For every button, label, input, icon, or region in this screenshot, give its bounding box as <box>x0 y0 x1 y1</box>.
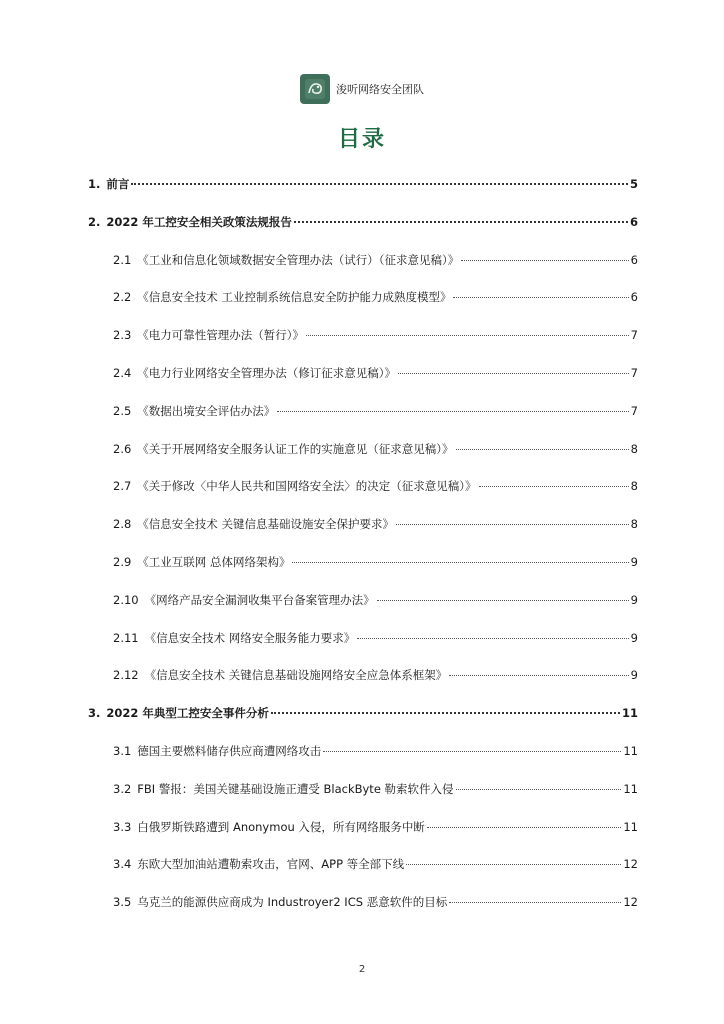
toc-entry-title: 《工业互联网 总体网络架构》 <box>137 555 291 569</box>
toc-entry-page: 6 <box>630 290 638 304</box>
toc-entry-title: 白俄罗斯铁路遭到 Anonymou 入侵，所有网络服务中断 <box>137 820 425 834</box>
toc-entry[interactable] <box>113 743 638 759</box>
toc-entry[interactable] <box>113 441 638 457</box>
toc-entry-title: FBI 警报：美国关键基础设施正遭受 BlackByte 勒索软件入侵 <box>137 782 454 796</box>
toc-dot-leader <box>427 827 621 828</box>
toc-entry-title: 《信息安全技术 工业控制系统信息安全防护能力成熟度模型》 <box>137 290 452 304</box>
toc-entry-page: 11 <box>623 820 638 834</box>
toc-entry[interactable] <box>113 478 638 494</box>
toc-entry-title: 《数据出境安全评估办法》 <box>137 404 276 418</box>
toc-entry-page: 12 <box>623 857 638 871</box>
toc-entry-page: 9 <box>630 668 638 682</box>
toc-entry-title: 前言 <box>106 177 130 191</box>
toc-entry-title: 《网络产品安全漏洞收集平台备案管理办法》 <box>144 593 375 607</box>
toc-dot-leader <box>131 183 628 185</box>
toc-entry-title: 乌克兰的能源供应商成为 Industroyer2 ICS 恶意软件的目标 <box>137 895 448 909</box>
toc-entry-number: 3.3 <box>113 820 132 834</box>
toc-entry-title: 《关于开展网络安全服务认证工作的实施意见（征求意见稿）》 <box>137 442 454 456</box>
page-title: 目录 <box>337 127 386 152</box>
toc-entry[interactable] <box>113 856 638 872</box>
toc-entry-page: 11 <box>623 744 638 758</box>
toc-entry-title: 《信息安全技术 网络安全服务能力要求》 <box>144 631 356 645</box>
toc-entry-title: 2022 年典型工控安全事件分析 <box>106 706 269 720</box>
toc-entry-page: 9 <box>630 593 638 607</box>
toc-entry-number: 3.4 <box>113 857 132 871</box>
page-header <box>0 74 724 104</box>
toc-entry-title: 《信息安全技术 关键信息基础设施安全保护要求》 <box>137 517 394 531</box>
toc-entry[interactable] <box>88 705 638 721</box>
toc-entry-page: 12 <box>623 895 638 909</box>
toc-entry-number: 3.1 <box>113 744 132 758</box>
toc-entry-number: 3.5 <box>113 895 132 909</box>
toc-entry[interactable] <box>88 214 638 230</box>
toc-entry-number: 2.2 <box>113 290 132 304</box>
toc-dot-leader <box>479 486 629 487</box>
toc-dot-leader <box>323 751 621 752</box>
toc-dot-leader <box>449 902 621 903</box>
toc-entry-number: 2.4 <box>113 366 132 380</box>
toc-dot-leader <box>461 260 628 261</box>
toc-entry[interactable] <box>113 781 638 797</box>
toc-entry-number: 2.6 <box>113 442 132 456</box>
toc-entry-number: 1. <box>88 177 101 191</box>
toc-entry-page: 7 <box>630 328 638 342</box>
toc-entry-page: 8 <box>630 442 638 456</box>
toc-entry[interactable] <box>113 365 638 381</box>
toc-entry-title: 《工业和信息化领域数据安全管理办法（试行）（征求意见稿）》 <box>137 253 460 267</box>
team-logo-icon <box>300 74 330 104</box>
toc-dot-leader <box>453 297 628 298</box>
toc-entry-page: 9 <box>630 631 638 645</box>
toc-entry-title: 《电力可靠性管理办法（暂行）》 <box>137 328 305 342</box>
toc-entry-page: 7 <box>630 366 638 380</box>
toc-entry-title: 德国主要燃料储存供应商遭网络攻击 <box>137 744 322 758</box>
toc-entry-number: 2.3 <box>113 328 132 342</box>
toc-entry-number: 3. <box>88 706 101 720</box>
toc-entry[interactable] <box>113 554 638 570</box>
toc-dot-leader <box>277 411 628 412</box>
page-number: 2 <box>358 964 366 975</box>
toc-dot-leader <box>398 373 629 374</box>
toc-entry[interactable] <box>113 252 638 268</box>
toc-entry-number: 2.12 <box>113 668 139 682</box>
toc-dot-leader <box>456 449 629 450</box>
toc-entry[interactable] <box>113 819 638 835</box>
toc-entry-number: 2.8 <box>113 517 132 531</box>
toc-entry-title: 2022 年工控安全相关政策法规报告 <box>106 215 292 229</box>
toc-dot-leader <box>396 524 629 525</box>
toc-entry-number: 2. <box>88 215 101 229</box>
toc-entry-title: 《信息安全技术 关键信息基础设施网络安全应急体系框架》 <box>144 668 448 682</box>
toc-entry-number: 2.1 <box>113 253 132 267</box>
toc-dot-leader <box>294 221 628 223</box>
toc-entry[interactable] <box>113 516 638 532</box>
toc-dot-leader <box>357 638 628 639</box>
toc-dot-leader <box>292 562 628 563</box>
toc-entry-page: 7 <box>630 404 638 418</box>
toc-entry-title: 《电力行业网络安全管理办法（修订征求意见稿）》 <box>137 366 397 380</box>
toc-entry-number: 3.2 <box>113 782 132 796</box>
toc-entry-number: 2.10 <box>113 593 139 607</box>
toc-dot-leader <box>306 335 629 336</box>
toc-entry-number: 2.5 <box>113 404 132 418</box>
toc-entry-number: 2.9 <box>113 555 132 569</box>
toc-entry-number: 2.11 <box>113 631 139 645</box>
toc-entry-page: 9 <box>630 555 638 569</box>
toc-entry-page: 5 <box>629 177 638 191</box>
toc-entry-title: 东欧大型加油站遭勒索攻击，官网、APP 等全部下线 <box>137 857 405 871</box>
toc-entry[interactable] <box>113 327 638 343</box>
toc-dot-leader <box>456 789 622 790</box>
toc-entry-page: 11 <box>621 706 638 720</box>
toc-entry[interactable] <box>113 592 638 608</box>
toc-dot-leader <box>271 712 620 714</box>
toc-entry-page: 8 <box>630 479 638 493</box>
toc-entry[interactable] <box>113 894 638 910</box>
toc-dot-leader <box>406 864 621 865</box>
toc-dot-leader <box>377 600 629 601</box>
toc-entry[interactable] <box>113 630 638 646</box>
toc-entry[interactable] <box>113 403 638 419</box>
toc-entry-page: 11 <box>623 782 638 796</box>
toc-entry-page: 6 <box>629 215 638 229</box>
team-name: 浚听网络安全团队 <box>336 83 424 96</box>
toc-entry-page: 8 <box>630 517 638 531</box>
toc-entry[interactable] <box>113 667 638 683</box>
toc-dot-leader <box>449 675 628 676</box>
toc-entry-title: 《关于修改〈中华人民共和国网络安全法〉的决定（征求意见稿）》 <box>137 479 477 493</box>
toc-entry[interactable] <box>113 289 638 305</box>
toc-entry-number: 2.7 <box>113 479 132 493</box>
toc-entry[interactable] <box>88 176 638 192</box>
toc-entry-page: 6 <box>630 253 638 267</box>
